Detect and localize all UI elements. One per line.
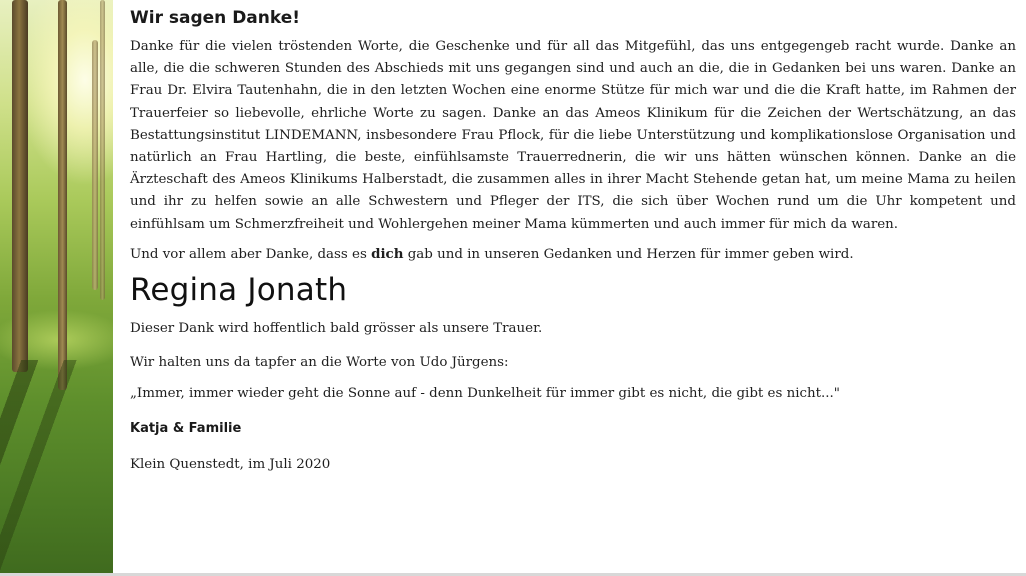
closing-before: Und vor allem aber Danke, dass es <box>130 246 372 262</box>
tree-trunk <box>12 0 28 372</box>
notice-content <box>130 4 1016 476</box>
forest-image <box>0 0 113 576</box>
tree-trunk <box>100 0 105 300</box>
tree-shadows <box>0 360 113 576</box>
notice-heading: Wir sagen Danke! <box>130 8 301 28</box>
quote: „Immer, immer wieder geht die Sonne auf - denn Dunkelheit für immer gibt es nicht, die gibt es nicht..." <box>130 385 840 401</box>
quote-intro: Wir halten uns da tapfer an die Worte von Udo Jürgens: <box>130 354 509 370</box>
tree-trunk <box>58 0 67 390</box>
closing-after: gab und in unseren Gedanken und Herzen für immer geben wird. <box>403 246 854 262</box>
thank-you-paragraph: Danke für die vielen tröstenden Worte, die Geschenke und für all das Mitgefühl, das uns entgegengeb racht wurde. Danke an alle, die die schweren Stunden des Abschieds mit uns gegangen sind und auch an die, die in Gedanken bei uns waren. Danke an Frau Dr. Elvira Tautenhahn, die in den letzten Wochen eine enorme Stütze für mich war und die die Kraft hatte, im Rahmen der Trauerfeier so liebevolle, ehrliche Worte zu sagen. Danke an das Ameos Klinikum für die Zeichen der Wertschätzung, an das Bestattungsinstitut LINDEMANN, insbesondere Frau Pflock, für die liebe Unterstützung und komplikationslose Organisation und natürlich an Frau Hartling, die beste, einfühlsamste Trauerrednerin, die wir uns hätten wünschen können. Danke an die Ärzteschaft des Ameos Klinikums Halberstadt, die zusammen alles in ihrer Macht Stehende getan hat, um meine Mama zu heilen und ihr zu helfen sowie an alle Schwestern und Pfleger der ITS, die sich über Wochen rund um die Uhr kompetent und einfühlsam um Schmerzfreiheit und Wohlergehen meiner Mama kümmerten und auch immer für mich da waren. <box>130 39 1016 232</box>
deceased-name: Regina Jonath <box>130 271 348 308</box>
signature: Katja & Familie <box>130 420 242 436</box>
closing-emphasis: dich <box>371 245 404 262</box>
place-date: Klein Quenstedt, im Juli 2020 <box>130 456 331 472</box>
hope-line: Dieser Dank wird hoffentlich bald grösser als unsere Trauer. <box>130 320 543 336</box>
closing-sentence <box>130 243 1016 266</box>
tree-trunk <box>92 40 98 290</box>
